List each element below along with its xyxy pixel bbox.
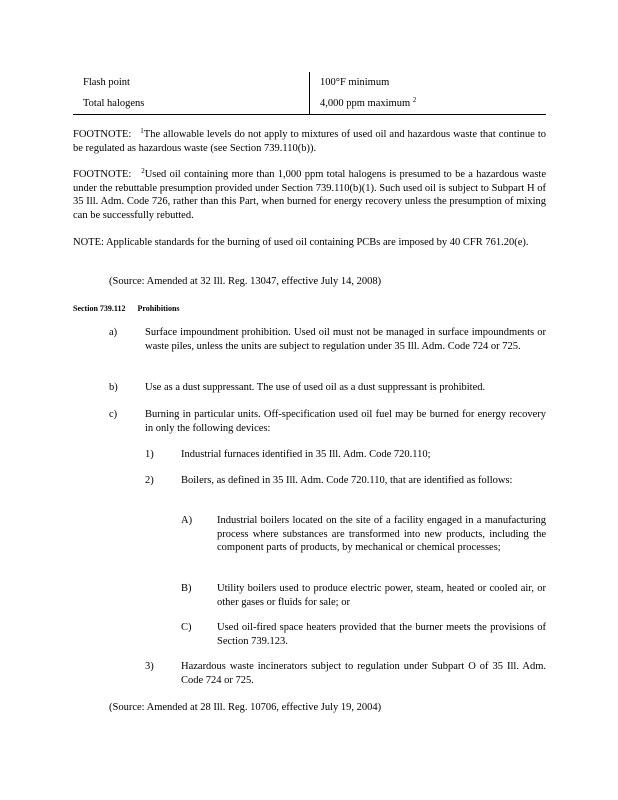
list-marker: B) — [181, 583, 192, 594]
table-cell-parameter: Flash point — [73, 72, 310, 93]
footnote-2: FOOTNOTE: $^2$Used oil containing more than 1,000 ppm total halogens is presumed to be a hazardous waste under the rebuttable presumption provided under Section 739.110(b)(1). Such used oil is subject to Subpart H of 35 Ill. Adm. Code 726, rather than this Part, when burned for energy recovery unless the presumption of mixing can be successfully rebutted. — [73, 167, 547, 221]
table-cell-parameter: Total halogens — [73, 93, 310, 115]
list-marker: A) — [181, 515, 193, 526]
list-marker: a) — [109, 327, 118, 338]
list-marker: 1) — [145, 449, 154, 460]
table-cell-limit: 4,000 ppm maximum $^2$ — [310, 93, 547, 115]
list-item-c2b: Utility boilers used to produce electric power, steam, heated or cooled air, or other gases or fluids for sale; or — [217, 583, 546, 608]
list-item-a: Surface impoundment prohibition. Used oil must not be managed in surface impoundments or waste piles, unless the units are subject to regulation under 35 Ill. Adm. Code 724 or 725. — [145, 327, 546, 352]
list-marker: b) — [109, 382, 118, 393]
list-item-b: Use as a dust suppressant. The use of used oil as a dust suppressant is prohibited. — [145, 382, 486, 393]
list-marker: 2) — [145, 475, 154, 486]
list-item-c2c: Used oil-fired space heaters provided that the burner meets the provisions of Section 739.123. — [217, 622, 546, 647]
table-cell-limit: 100°F minimum — [320, 76, 390, 88]
list-item-c2a: Industrial boilers located on the site of a facility engaged in a manufacturing process where substances are transformed into new products, including the component parts of products, by mechanical or chemical processes; — [217, 515, 546, 553]
list-marker: c) — [109, 409, 118, 420]
source-note-2: (Source: Amended at 28 Ill. Reg. 10706, effective July 19, 2004) — [109, 702, 382, 713]
list-item-c3: Hazardous waste incinerators subject to regulation under Subpart O of 35 Ill. Adm. Code 724 or 725. — [181, 661, 546, 686]
footnote-ref: 2 — [412, 95, 417, 104]
note-paragraph: NOTE: Applicable standards for the burning of used oil containing PCBs are imposed by 40 CFR 761.20(e). — [73, 237, 529, 248]
list-item-c2: Boilers, as defined in 35 Ill. Adm. Code 720.110, that are identified as follows: — [181, 475, 513, 486]
list-item-c: Burning in particular units. Off-specification used oil fuel may be burned for energy recovery in only the following devices: — [145, 409, 546, 434]
section-heading: Section 739.112 Prohibitions — [73, 304, 180, 313]
specification-table — [73, 72, 546, 115]
source-note-1: (Source: Amended at 32 Ill. Reg. 13047, effective July 14, 2008) — [109, 276, 382, 287]
list-marker: 3) — [145, 661, 154, 672]
footnote-1: FOOTNOTE: $^1$The allowable levels do not apply to mixtures of used oil and hazardous waste that continue to be regulated as hazardous waste (see Section 739.110(b)). — [73, 127, 546, 154]
list-marker: C) — [181, 622, 192, 633]
table-row — [73, 72, 546, 93]
list-item-c1: Industrial furnaces identified in 35 Ill. Adm. Code 720.110; — [181, 449, 431, 460]
table-row — [73, 93, 546, 115]
